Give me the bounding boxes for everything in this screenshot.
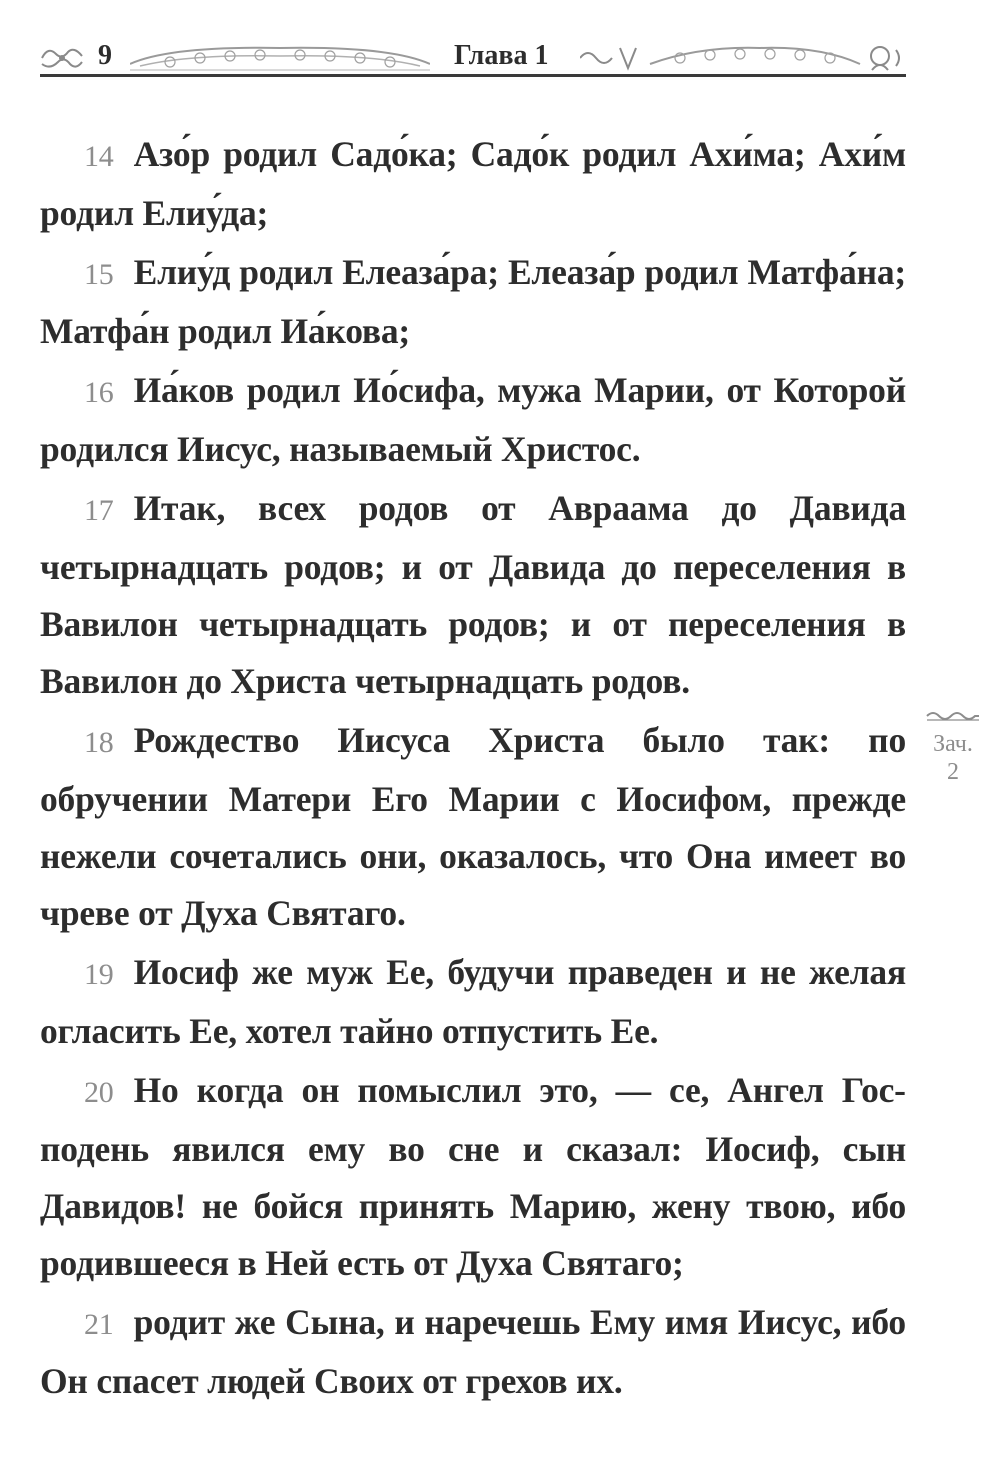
verse-text: Рождество Иисуса Христа было так: по обручении Матери Его Марии с Иосифом, прежде нежели сочетались они, оказалось, что Она имеет во чреве от Духа Святаго. [40, 720, 906, 933]
verse-text: Но когда он помыслил это, — се, Ангел Господень явился ему во сне и сказал: Иосиф, сын Давидов! не бойся принять Марию, жену твою, ибо родившееся в Ней есть от Духа Святаго; [40, 1070, 906, 1283]
verse-text: Елиу́д родил Елеаза́ра; Елеаза́р родил Матфа́на; Матфа́н родил Иа́кова; [40, 252, 906, 351]
header-ornament-left-icon [130, 44, 430, 72]
verse-number: 14 [84, 140, 114, 173]
reading-label: Зач. [933, 731, 973, 757]
page-header [40, 38, 906, 78]
header-rule [40, 74, 906, 77]
verse-number: 20 [84, 1076, 114, 1109]
verse-14 [40, 126, 906, 242]
verse-number: 17 [84, 494, 114, 527]
verse-18 [40, 712, 906, 942]
page-number: 9 [90, 40, 120, 72]
verse-text: Иа́ков родил Ио́сифа, мужа Марии, от Которой родился Иисус, называемый Христос. [40, 370, 906, 469]
verse-text: Иосиф же муж Ее, будучи праведен и не желая огласить Ее, хотел тайно отпустить Ее. [40, 952, 906, 1051]
verse-16 [40, 362, 906, 478]
chapter-title: Глава 1 [440, 40, 563, 72]
verse-number: 16 [84, 376, 114, 409]
verse-text: Азо́р родил Садо́ка; Садо́к родил Ахи́ма; Ахи́м родил Елиу́да; [40, 134, 906, 233]
verse-15 [40, 244, 906, 360]
reading-marker [918, 708, 988, 786]
corner-ornament-icon [40, 44, 84, 72]
verse-number: 15 [84, 258, 114, 291]
verse-text: Итак, всех родов от Авраама до Давида четырнадцать родов; и от Давида до переселения в Вавилон четырнадцать родов; и от переселения в Вавилон до Христа четырнадцать родов. [40, 488, 906, 701]
reading-number: 2 [947, 759, 959, 785]
verse-number: 19 [84, 958, 114, 991]
header-ornament-right-icon [580, 44, 906, 72]
verse-17 [40, 480, 906, 710]
flourish-icon [925, 708, 981, 724]
verse-21 [40, 1294, 906, 1410]
verse-number: 21 [84, 1308, 114, 1341]
verse-19 [40, 944, 906, 1060]
verse-list [40, 126, 906, 1412]
verse-text: родит же Сына, и наречешь Ему имя Иисус, ибо Он спасет людей Своих от грехов их. [40, 1302, 906, 1401]
verse-number: 18 [84, 726, 114, 759]
verse-20 [40, 1062, 906, 1292]
